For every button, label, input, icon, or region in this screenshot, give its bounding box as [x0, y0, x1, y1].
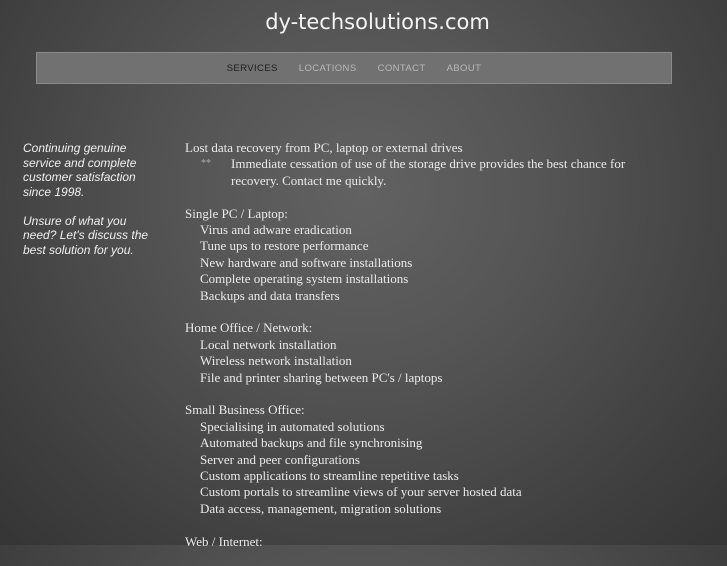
note-marker: **: [201, 158, 211, 170]
nav-contact[interactable]: CONTACT: [377, 62, 426, 74]
site-title: dy-techsolutions.com: [265, 10, 490, 34]
service-item: New hardware and software installations: [200, 254, 413, 270]
service-item: Automated backups and file synchronising: [200, 435, 423, 451]
main-nav: [36, 52, 672, 84]
service-item: Tune ups to restore performance: [200, 238, 369, 254]
service-item: Specialising in automated solutions: [200, 418, 385, 434]
service-item: Wireless network installation: [200, 353, 352, 369]
service-item: Local network installation: [200, 336, 337, 352]
service-item: Custom portals to streamline views of your server hosted data: [200, 484, 522, 500]
sidebar: [23, 141, 153, 272]
nav-services[interactable]: SERVICES: [226, 62, 278, 74]
service-item: Data access, management, migration solutions: [200, 500, 442, 516]
service-section: [185, 534, 645, 550]
data-recovery-section: [185, 140, 645, 189]
service-item: Server and peer configurations: [200, 451, 360, 467]
nav-about[interactable]: ABOUT: [446, 62, 482, 74]
service-item: Virus and adware eradication: [200, 222, 352, 238]
section-heading: Single PC / Laptop:: [185, 205, 288, 221]
service-item: Complete operating system installations: [200, 271, 409, 287]
sidebar-text: Continuing genuine service and complete customer satisfaction since 1998.: [23, 141, 137, 199]
service-item: File and printer sharing between PC's / laptops: [200, 369, 443, 385]
service-item: Custom applications to streamline repetitive tasks: [200, 468, 459, 484]
sidebar-text: Unsure of what you need? Let's discuss the best solution for you.: [23, 213, 149, 257]
service-item: Backups and data transfers: [200, 287, 340, 303]
section-heading: Home Office / Network:: [185, 320, 313, 336]
services-content: [185, 140, 645, 566]
recovery-note: [185, 156, 645, 189]
nav-locations[interactable]: LOCATIONS: [298, 62, 357, 74]
section-heading: Small Business Office:: [185, 402, 305, 418]
service-section: [185, 402, 645, 517]
section-heading: Web / Internet:: [185, 533, 263, 549]
service-section: [185, 320, 645, 386]
service-section: [185, 206, 645, 304]
section-heading: Lost data recovery from PC, laptop or external drives: [185, 140, 463, 155]
note-text: Immediate cessation of use of the storage drive provides the best chance for recovery. Contact me quickly.: [231, 156, 626, 188]
